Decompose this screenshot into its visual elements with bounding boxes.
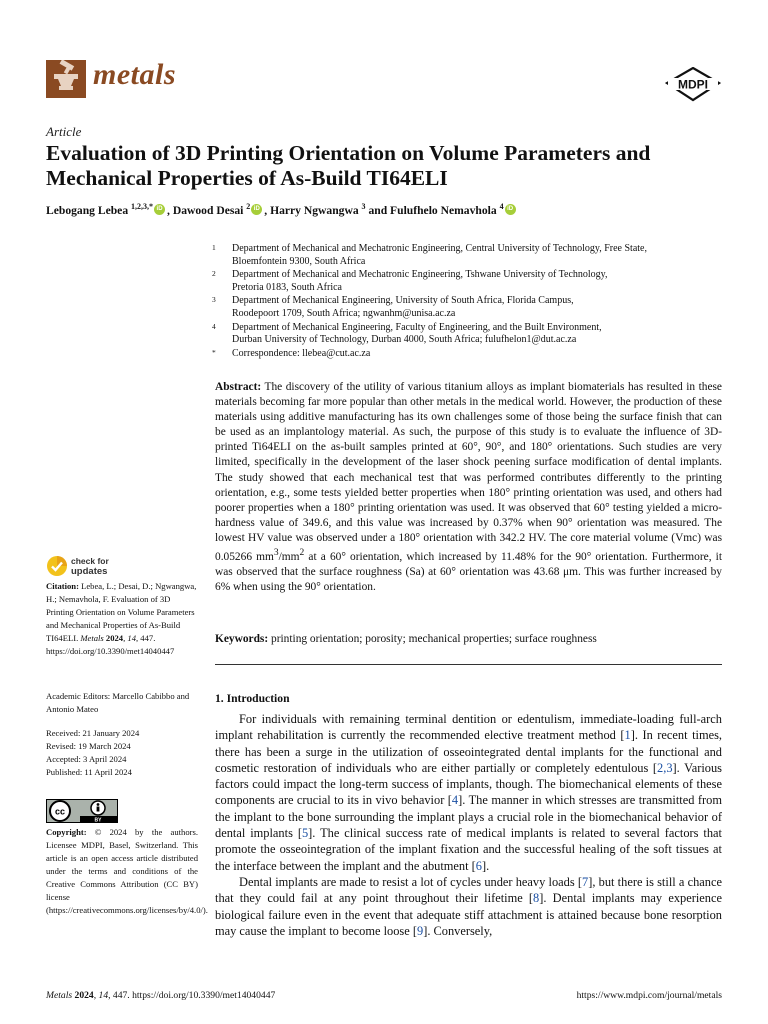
citation-link[interactable]: 5 bbox=[301, 826, 309, 841]
paragraph-text: ]. Various factors could impact the long-term success of implants, though. The biomechanical elements of these components are crucial to its in vivo behavior [ bbox=[215, 760, 722, 808]
footer-volume: , 14 bbox=[93, 990, 109, 1001]
section-heading: 1. Introduction bbox=[215, 692, 290, 705]
abstract-text: at a 60° orientation, which increased by 11.48% for the 90° orientation. Furthermore, it was observed that the surface roughness (Sa) at 60° orientation was 43.68 μm. This was further increased by 6% when using the 90° orientation. bbox=[215, 550, 723, 594]
author-separator: , bbox=[167, 203, 173, 217]
affiliation-line: Department of Mechanical Engineering, Faculty of Engineering, and the Built Environment, bbox=[232, 321, 602, 333]
orcid-icon[interactable] bbox=[251, 204, 262, 215]
affiliation-line: Bloemfontein 9300, South Africa bbox=[232, 255, 366, 267]
citation-link[interactable]: 1 bbox=[624, 728, 631, 743]
date-received: Received: 21 January 2024 bbox=[46, 728, 140, 738]
affiliation-line: Department of Mechanical and Mechatronic Engineering, Tshwane University of Technology, bbox=[232, 269, 608, 281]
check-updates-label bbox=[71, 557, 109, 576]
footer-journal: Metals bbox=[46, 990, 73, 1001]
copyright-notice bbox=[46, 826, 208, 917]
check-updates-text: updates bbox=[71, 565, 108, 577]
date-published: Published: 11 April 2024 bbox=[46, 767, 132, 777]
orcid-icon[interactable] bbox=[505, 204, 516, 215]
mdpi-logo-icon bbox=[664, 67, 722, 103]
journal-logo-icon bbox=[46, 60, 86, 98]
affiliation-item bbox=[212, 322, 732, 347]
academic-editors: Academic Editors: Marcello Cabibbo and Antonio Mateo bbox=[46, 691, 190, 714]
copyright-text: © 2024 by the authors. Licensee MDPI, Basel, Switzerland. This article is an open access article distributed under the terms and conditions of the Creative Commons Attribution (CC BY) license (https://creativecommons.org/licenses/by/4.0/). bbox=[46, 827, 208, 915]
author-name[interactable]: Lebogang Lebea bbox=[46, 203, 129, 217]
affiliation-line: Durban University of Technology, Durban 4000, South Africa; fulufhelon1@dut.ac.za bbox=[232, 334, 577, 346]
abstract-label: Abstract: bbox=[215, 381, 262, 393]
abstract-text: /mm bbox=[278, 550, 300, 563]
affiliation-item bbox=[212, 269, 732, 294]
author-list bbox=[46, 202, 518, 217]
svg-text:BY: BY bbox=[94, 817, 102, 823]
citation-link[interactable]: 9 bbox=[416, 923, 424, 938]
footer-journal-url[interactable]: https://www.mdpi.com/journal/metals bbox=[576, 990, 722, 1001]
paragraph-text: ]. Dental implants may experience biological failure even in the event that adequate stiff attachment is attained because bone resorption may cause the implant to become loose [ bbox=[215, 891, 722, 938]
affiliation-line: Pretoria 0183, South Africa bbox=[232, 281, 342, 293]
citation-link[interactable]: 2,3 bbox=[657, 760, 673, 775]
author-affil-sup: 4 bbox=[499, 202, 504, 211]
date-accepted: Accepted: 3 April 2024 bbox=[46, 754, 127, 764]
author-affil-sup: 2 bbox=[246, 202, 251, 211]
citation-journal: Metals bbox=[80, 633, 104, 643]
svg-text:cc: cc bbox=[54, 806, 66, 817]
orcid-icon[interactable] bbox=[154, 204, 165, 215]
copyright-label: Copyright: bbox=[46, 827, 87, 837]
citation-text: Lebea, L.; Desai, D.; Ngwangwa, H.; Nemavhola, F. Evaluation of 3D Printing Orientation on Volume Parameters and Mechanical Properties of As-Build TI64ELI. bbox=[46, 581, 197, 643]
citation-link[interactable]: 4 bbox=[451, 793, 459, 808]
citation-link[interactable]: 7 bbox=[582, 874, 589, 889]
paragraph-text: ]. The manner in which stresses are transmitted from the implant to the bone surrounding the implant plays a crucial role in the biomechanical behavior of dental implants [ bbox=[215, 793, 722, 841]
citation-link[interactable]: 6 bbox=[475, 858, 482, 873]
footer-doi[interactable]: , 447. https://doi.org/10.3390/met14040447 bbox=[108, 990, 276, 1001]
paragraph-text: ]. In recent times, there has been a surge in the utilization of osseointegrated dental implants for the functional and cosmetic restoration of individuals who are either partially or completely edentulous [ bbox=[215, 728, 723, 775]
affiliation-item bbox=[212, 348, 732, 361]
affiliation-number: * bbox=[212, 347, 216, 357]
author-name[interactable]: Harry Ngwangwa bbox=[270, 203, 359, 217]
affiliation-item bbox=[212, 295, 732, 320]
author-separator: and bbox=[365, 203, 391, 217]
affiliation-item bbox=[212, 243, 732, 268]
abstract bbox=[215, 380, 722, 595]
footer-citation bbox=[46, 990, 275, 1001]
citation-label: Citation: bbox=[46, 581, 79, 591]
citation-year: 2024 bbox=[103, 633, 124, 643]
author-affil-sup: 3 bbox=[361, 202, 366, 211]
paragraph bbox=[215, 874, 722, 939]
affiliations bbox=[212, 243, 732, 361]
unit-superscript: 3 bbox=[273, 548, 279, 559]
paragraph-text: ]. bbox=[482, 858, 490, 873]
date-revised: Revised: 19 March 2024 bbox=[46, 741, 131, 751]
affiliation-line: Roodepoort 1709, South Africa; ngwanhm@unisa.ac.za bbox=[232, 307, 456, 319]
paragraph bbox=[215, 711, 722, 874]
citation-block bbox=[46, 580, 198, 658]
affiliation-line: Department of Mechanical and Mechatronic Engineering, Central University of Technology, Free State, bbox=[232, 243, 647, 254]
mdpi-logo-text: MDPI bbox=[678, 77, 708, 92]
introduction-body bbox=[215, 711, 722, 939]
affiliation-number: 2 bbox=[212, 269, 216, 279]
check-for-updates-button[interactable] bbox=[46, 555, 116, 581]
author-name[interactable]: Fulufhelo Nemavhola bbox=[390, 203, 497, 217]
keywords bbox=[215, 632, 722, 647]
keywords-text: printing orientation; porosity; mechanical properties; surface roughness bbox=[271, 633, 597, 645]
affiliation-line: Department of Mechanical Engineering, University of South Africa, Florida Campus, bbox=[232, 295, 574, 307]
check-updates-icon bbox=[46, 555, 68, 577]
paragraph-text: For individuals with remaining terminal dentition or edentulism, immediate-loading full-arch implant rehabilitation is currently the recommended elective treatment method [ bbox=[215, 712, 722, 743]
article-type: Article bbox=[46, 124, 82, 139]
keywords-label: Keywords: bbox=[215, 633, 269, 645]
check-updates-text: check for bbox=[71, 556, 109, 566]
cc-by-icon[interactable] bbox=[46, 799, 118, 823]
section-divider bbox=[215, 664, 722, 665]
paragraph-text: ]. Conversely, bbox=[423, 923, 493, 938]
publication-dates bbox=[46, 727, 198, 779]
journal-name: metals bbox=[93, 58, 176, 91]
affiliation-number: 3 bbox=[212, 295, 216, 305]
paragraph-text: Dental implants are made to resist a lot of cycles under heavy loads [ bbox=[239, 874, 583, 889]
citation-doi[interactable]: , 447. https://doi.org/10.3390/met14040447 bbox=[46, 633, 175, 656]
citation-link[interactable]: 8 bbox=[533, 891, 540, 906]
article-title: Evaluation of 3D Printing Orientation on Volume Parameters and Mechanical Properties of As-Build TI64ELI bbox=[46, 141, 651, 190]
affiliation-number: 1 bbox=[212, 243, 216, 252]
unit-superscript: 2 bbox=[299, 548, 305, 559]
citation-volume: , 14 bbox=[123, 633, 136, 643]
footer-year: 2024 bbox=[72, 990, 94, 1001]
abstract-text: The discovery of the utility of various titanium alloys as implant biomaterials has resulted in these materials becoming far more popular than other metals in the medical world. However, the production of these materials using additive manufacturing has its own challenges some of those being the surface finish that can be used as an implantology material. As such, the purpose of this study is to evaluate the influence of 3D-printed Ti64ELI on the as-built samples printed at 60°, 90°, and 180° orientations. Such studies are very limited, specifically in the development of the laser shock peening surface modification of dental implants. The study showed that each mechanical test that was performed contributes differently to the printing orientation, e.g., some tests yielded better properties when 180° printing orientation was used, and others had poorer properties when a 180° printing orientation was used. It was observed that 60° testing yielded a micro-hardness value of 349.6, and this value was increased by 0.37% when 90° orientation was measured. The lowest HV value was observed under a 180° orientation with 342.2 HV. The core material volume (Vmc) was 0.05266 mm bbox=[215, 381, 722, 563]
paragraph-text: ]. The clinical success rate of medical implants is related to several factors that promote the osseointegration of the implant fixation and the successful healing of the soft tissues at the interface between the implant and the abutment [ bbox=[215, 826, 722, 873]
correspondence-line[interactable]: Correspondence: llebea@cut.ac.za bbox=[232, 347, 371, 359]
author-separator: , bbox=[264, 203, 271, 217]
author-name[interactable]: Dawood Desai bbox=[172, 203, 244, 217]
author-affil-sup: 1,2,3,* bbox=[131, 202, 154, 211]
affiliation-number: 4 bbox=[212, 321, 216, 331]
paragraph-text: ], but there is still a chance that they could fail at any point throughout their lifetime [ bbox=[215, 874, 722, 906]
